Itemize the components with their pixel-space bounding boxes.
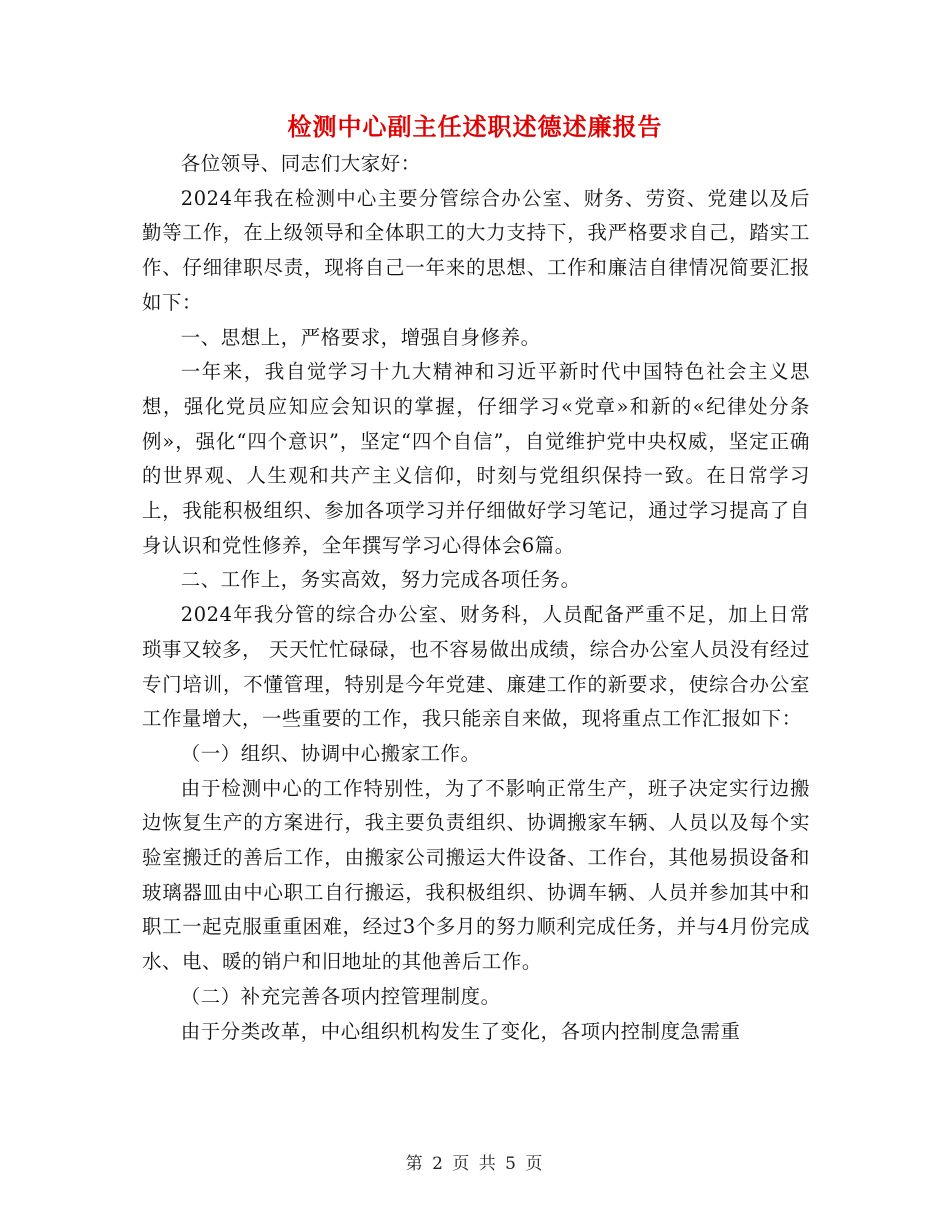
paragraph-greeting: 各位领导、同志们大家好： [180, 152, 421, 175]
paragraph-work: 2024年我分管的综合办公室、财务科，人员配备严重不足，加上日常琐事又较多， 天天忙忙碌碌，也不容易做出成绩，综合办公室人员没有经过专门培训，不懂管理，特别是今年党建、廉建工作的新要求，使综合办公室工作量增大，一些重要的工作，我只能亲自来做，现将重点工作汇报如下： [142, 603, 810, 731]
page-number: 第 2 页 共 5 页 [405, 1154, 545, 1174]
subsection-heading-2: （二）补充完善各项内控管理制度。 [180, 984, 501, 1008]
document-title: 检测中心副主任述职述德述廉报告 [287, 113, 663, 141]
section-heading-1: 一、思想上，严格要求，增强自身修养。 [180, 325, 541, 349]
paragraph-intro: 2024年我在检测中心主要分管综合办公室、财务、劳资、党建以及后勤等工作，在上级领导和全体职工的大力支持下，我严格要求自己，踏实工作、仔细律职尽责，现将自己一年来的思想、工作和廉洁自律情况简要汇报如下： [142, 186, 810, 314]
section-heading-2: 二、工作上，务实高效，努力完成各项任务。 [180, 568, 581, 592]
paragraph-relocation: 由于检测中心的工作特别性，为了不影响正常生产，班子决定实行边搬边恢复生产的方案进行，我主要负责组织、协调搬家车辆、人员以及每个实验室搬迁的善后工作，由搬家公司搬运大件设备、工作台，其他易损设备和玻璃器皿由中心职工自行搬运，我积极组织、协调车辆、人员并参加其中和职工一起克服重重困难，经过3个多月的努力顺利完成任务，并与4月份完成水、电、暖的销户和旧地址的其他善后工作。 [142, 776, 810, 974]
subsection-heading-1: （一）组织、协调中心搬家工作。 [180, 741, 481, 765]
document-body [142, 147, 810, 1049]
paragraph-thought: 一年来，我自觉学习十九大精神和习近平新时代中国特色社会主义思想，强化党员应知应会知识的掌握，仔细学习«党章»和新的«纪律处分条例»，强化“四个意识”，坚定“四个自信”，自觉维护党中央权威，坚定正确的世界观、人生观和共产主义信仰，时刻与党组织保持一致。在日常学习上，我能积极组织、参加各项学习并仔细做好学习笔记，通过学习提高了自身认识和党性修养，全年撰写学习心得体会6篇。 [142, 360, 810, 557]
paragraph-internal-control: 由于分类改革，中心组织机构发生了变化，各项内控制度急需重 [180, 1019, 741, 1043]
